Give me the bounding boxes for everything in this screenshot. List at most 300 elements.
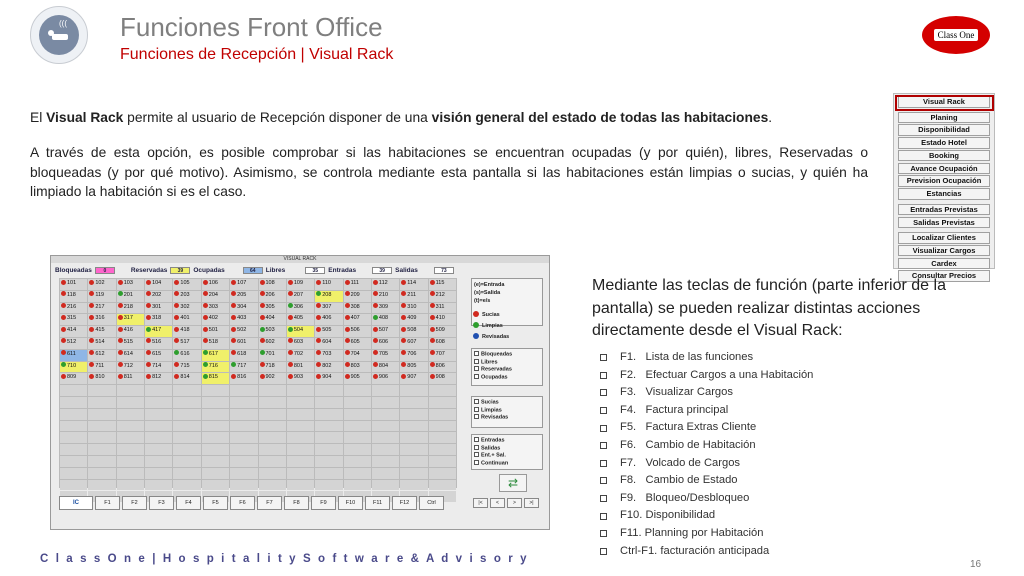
fkey-button[interactable]: F3: [149, 496, 174, 510]
filter-label: Continuan: [481, 460, 509, 466]
menu-item-12[interactable]: Cardex: [898, 258, 990, 270]
room-cell[interactable]: [117, 279, 144, 290]
menu-item-2[interactable]: Disponibilidad: [898, 124, 990, 136]
room-cell[interactable]: [60, 279, 87, 290]
fkey-button[interactable]: F11: [365, 496, 390, 510]
fkey-button[interactable]: F5: [203, 496, 228, 510]
room-cell[interactable]: [117, 338, 144, 349]
page-number: 16: [970, 559, 982, 570]
checkbox-icon[interactable]: [474, 407, 479, 412]
checkbox-icon[interactable]: [474, 437, 479, 442]
room-number: 710: [67, 362, 77, 369]
filter-option[interactable]: [474, 452, 540, 460]
room-cell[interactable]: [287, 303, 314, 314]
empty-cell: [372, 468, 399, 479]
room-number: 212: [435, 291, 445, 298]
room-cell[interactable]: [315, 373, 342, 384]
room-cell[interactable]: [429, 338, 456, 349]
status-dot-icon: [118, 303, 123, 308]
room-cell[interactable]: [372, 338, 399, 349]
status-dot-icon: [231, 315, 236, 320]
room-number: 111: [350, 280, 359, 286]
menu-item-3[interactable]: Estado Hotel: [898, 137, 990, 149]
room-cell[interactable]: [372, 303, 399, 314]
room-cell[interactable]: [88, 350, 115, 361]
status-dot-icon: [203, 374, 208, 379]
room-number: 608: [435, 338, 445, 345]
status-dot-icon: [430, 362, 435, 367]
room-cell[interactable]: [60, 314, 87, 325]
menu-item-11[interactable]: Visualizar Cargos: [898, 245, 990, 257]
room-cell[interactable]: [230, 291, 257, 302]
room-number: 804: [378, 362, 389, 369]
room-cell[interactable]: [230, 314, 257, 325]
menu-item-1[interactable]: Planing: [898, 112, 990, 124]
room-cell[interactable]: [259, 291, 286, 302]
legend-state: [473, 332, 543, 343]
empty-cell: [88, 444, 115, 455]
room-cell[interactable]: [344, 362, 371, 373]
room-cell[interactable]: [429, 279, 456, 290]
room-cell[interactable]: [202, 291, 229, 302]
room-cell[interactable]: [173, 326, 200, 337]
empty-cell: [315, 468, 342, 479]
empty-cell: [400, 432, 427, 443]
room-cell[interactable]: [60, 291, 87, 302]
nav-button[interactable]: |<: [473, 498, 488, 508]
empty-cell: [60, 397, 87, 408]
room-number: 907: [407, 374, 417, 381]
status-dot-icon: [61, 315, 66, 320]
brand-badge-text: Class One: [934, 29, 979, 41]
movement-filter: [471, 434, 543, 470]
room-number: 204: [208, 291, 218, 298]
room-cell[interactable]: [400, 326, 427, 337]
room-cell[interactable]: [344, 303, 371, 314]
room-cell[interactable]: [259, 303, 286, 314]
status-dot-icon: [61, 362, 66, 367]
menu-item-4[interactable]: Booking: [898, 150, 990, 162]
menu-item-6[interactable]: Prevision Ocupación: [898, 175, 990, 187]
empty-cell: [259, 456, 286, 467]
room-cell[interactable]: [400, 338, 427, 349]
room-cell[interactable]: [372, 350, 399, 361]
filter-option[interactable]: [474, 407, 540, 415]
status-dot-icon: [61, 374, 66, 379]
filter-option[interactable]: [474, 374, 540, 382]
room-cell[interactable]: [287, 373, 314, 384]
room-cell[interactable]: [344, 314, 371, 325]
empty-cell: [400, 409, 427, 420]
room-cell[interactable]: [145, 338, 172, 349]
empty-cell: [259, 421, 286, 432]
libres-count: 35: [305, 267, 325, 274]
room-cell[interactable]: [202, 326, 229, 337]
room-cell[interactable]: [145, 303, 172, 314]
status-dot-icon: [345, 280, 350, 285]
empty-cell: [173, 409, 200, 420]
room-cell[interactable]: [173, 350, 200, 361]
status-dot-icon: [288, 374, 293, 379]
room-number: 903: [293, 374, 304, 381]
status-dot-icon: [373, 362, 378, 367]
menu-item-9[interactable]: Salidas Previstas: [898, 217, 990, 229]
empty-cell: [88, 397, 115, 408]
room-cell[interactable]: [230, 373, 257, 384]
empty-cell: [173, 385, 200, 396]
empty-cell: [202, 385, 229, 396]
fkey-button[interactable]: F9: [311, 496, 336, 510]
room-cell[interactable]: [372, 279, 399, 290]
room-cell[interactable]: [344, 373, 371, 384]
side-menu: [893, 93, 995, 281]
room-cell[interactable]: [202, 279, 229, 290]
filter-option[interactable]: [474, 445, 540, 453]
menu-item-13[interactable]: Consultar Precios: [898, 270, 990, 282]
room-cell[interactable]: [88, 373, 115, 384]
empty-cell: [344, 432, 371, 443]
empty-cell: [429, 456, 456, 467]
room-cell[interactable]: [230, 279, 257, 290]
status-dot-icon: [345, 338, 350, 343]
square-bullet-icon: [600, 548, 607, 555]
checkbox-icon[interactable]: [474, 399, 479, 404]
room-cell[interactable]: [230, 326, 257, 337]
empty-cell: [287, 456, 314, 467]
room-cell[interactable]: [173, 373, 200, 384]
checkbox-icon[interactable]: [474, 351, 479, 356]
room-number: 503: [265, 327, 275, 334]
room-cell[interactable]: [372, 291, 399, 302]
function-key-text: F8. Cambio de Estado: [620, 474, 738, 487]
filter-option[interactable]: [474, 366, 540, 374]
room-cell[interactable]: [145, 291, 172, 302]
fkey-button[interactable]: Ctrl: [419, 496, 444, 510]
room-cell[interactable]: [344, 326, 371, 337]
room-cell[interactable]: [88, 291, 115, 302]
room-cell[interactable]: [287, 314, 314, 325]
room-cell[interactable]: [344, 350, 371, 361]
empty-cell: [117, 480, 144, 491]
fkey-button[interactable]: F8: [284, 496, 309, 510]
room-number: 612: [95, 350, 105, 357]
menu-item-7[interactable]: Estancias: [898, 188, 990, 200]
menu-item-10[interactable]: Localizar Clientes: [898, 232, 990, 244]
function-key-item: [600, 490, 813, 508]
room-cell[interactable]: [230, 303, 257, 314]
ocupadas-count: 64: [243, 267, 263, 274]
room-cell[interactable]: [60, 362, 87, 373]
room-number: 811: [123, 374, 133, 381]
room-cell[interactable]: [117, 326, 144, 337]
room-cell[interactable]: [287, 279, 314, 290]
room-cell[interactable]: [429, 373, 456, 384]
room-cell[interactable]: [230, 338, 257, 349]
nav-button[interactable]: <: [490, 498, 505, 508]
room-cell[interactable]: [400, 373, 427, 384]
room-cell[interactable]: [315, 326, 342, 337]
salidas-count: 73: [434, 267, 454, 274]
status-dot-icon: [401, 315, 406, 320]
legend-code: (s)=Salida: [474, 290, 501, 296]
room-cell[interactable]: [287, 291, 314, 302]
room-cell[interactable]: [60, 350, 87, 361]
filter-label: Reservadas: [481, 366, 512, 373]
room-cell[interactable]: [173, 314, 200, 325]
room-number: 704: [350, 350, 360, 357]
room-cell[interactable]: [230, 362, 257, 373]
legend-state-label: Sucias: [482, 312, 500, 318]
room-cell[interactable]: [145, 362, 172, 373]
status-dot-icon: [316, 327, 321, 332]
square-bullet-icon: [600, 354, 607, 361]
room-cell[interactable]: [400, 350, 427, 361]
intro-text: El: [30, 110, 47, 125]
status-dot-icon: [345, 362, 350, 367]
status-dot-icon: [316, 374, 321, 379]
status-dot-icon: [89, 315, 94, 320]
room-cell[interactable]: [60, 373, 87, 384]
status-dot-icon: [401, 291, 406, 296]
room-cell[interactable]: [259, 373, 286, 384]
room-cell[interactable]: [60, 303, 87, 314]
room-cell[interactable]: [315, 291, 342, 302]
room-cell[interactable]: [202, 373, 229, 384]
room-cell[interactable]: [145, 314, 172, 325]
room-cell[interactable]: [259, 338, 286, 349]
fkey-button[interactable]: F10: [338, 496, 363, 510]
status-dot-icon: [231, 303, 236, 308]
room-number: 316: [95, 315, 105, 322]
square-bullet-icon: [600, 495, 607, 502]
room-cell[interactable]: [315, 338, 342, 349]
status-dot-icon: [260, 315, 265, 320]
room-number: 816: [237, 374, 247, 381]
menu-item-0[interactable]: Visual Rack: [898, 96, 990, 108]
empty-cell: [400, 480, 427, 491]
room-number: 310: [407, 303, 417, 310]
room-cell[interactable]: [230, 350, 257, 361]
room-cell[interactable]: [372, 326, 399, 337]
room-number: 516: [152, 338, 162, 345]
room-number: 616: [180, 350, 190, 357]
empty-cell: [202, 432, 229, 443]
room-cell[interactable]: [60, 326, 87, 337]
function-key-text: F11. Planning por Habitación: [620, 526, 764, 539]
room-cell[interactable]: [400, 314, 427, 325]
room-cell[interactable]: [400, 303, 427, 314]
room-cell[interactable]: [173, 338, 200, 349]
status-dot-icon: [174, 291, 179, 296]
filter-option[interactable]: [474, 414, 540, 422]
square-bullet-icon: [600, 389, 607, 396]
room-cell[interactable]: [344, 338, 371, 349]
room-cell[interactable]: [287, 362, 314, 373]
checkbox-icon[interactable]: [474, 374, 479, 379]
room-cell[interactable]: [287, 350, 314, 361]
room-cell[interactable]: [145, 326, 172, 337]
refresh-icon[interactable]: ⇄: [499, 474, 527, 492]
room-number: 218: [123, 303, 133, 310]
room-cell[interactable]: [429, 350, 456, 361]
room-number: 416: [123, 327, 133, 334]
function-key-item: [600, 525, 813, 543]
room-cell[interactable]: [315, 350, 342, 361]
room-cell[interactable]: [88, 303, 115, 314]
room-cell[interactable]: [173, 279, 200, 290]
checkbox-icon[interactable]: [474, 445, 479, 450]
empty-cell: [372, 480, 399, 491]
nav-button[interactable]: >: [507, 498, 522, 508]
room-cell[interactable]: [315, 314, 342, 325]
status-dot-icon: [473, 333, 479, 339]
room-cell[interactable]: [259, 350, 286, 361]
room-number: 405: [293, 315, 304, 322]
nav-button[interactable]: >|: [524, 498, 539, 508]
status-dot-icon: [260, 362, 265, 367]
fkey-button[interactable]: F6: [230, 496, 255, 510]
room-cell[interactable]: [117, 350, 144, 361]
room-cell[interactable]: [429, 303, 456, 314]
room-cell[interactable]: [117, 362, 144, 373]
room-cell[interactable]: [145, 279, 172, 290]
checkbox-icon[interactable]: [474, 460, 479, 465]
empty-cell: [372, 456, 399, 467]
status-dot-icon: [373, 338, 378, 343]
function-key-item: [600, 402, 813, 420]
empty-cell: [88, 456, 115, 467]
status-dot-icon: [288, 303, 293, 308]
room-cell[interactable]: [315, 303, 342, 314]
room-cell[interactable]: [400, 279, 427, 290]
fkey-button[interactable]: F7: [257, 496, 282, 510]
menu-item-8[interactable]: Entradas Previstas: [898, 204, 990, 216]
room-cell[interactable]: [429, 314, 456, 325]
room-cell[interactable]: [88, 279, 115, 290]
status-dot-icon: [430, 338, 435, 343]
empty-cell: [429, 421, 456, 432]
room-number: 216: [67, 303, 77, 310]
room-cell[interactable]: [259, 279, 286, 290]
room-number: 508: [407, 327, 417, 334]
room-cell[interactable]: [372, 373, 399, 384]
room-cell[interactable]: [287, 326, 314, 337]
room-number: 404: [265, 315, 275, 322]
empty-cell: [117, 444, 144, 455]
status-dot-icon: [89, 327, 94, 332]
room-cell[interactable]: [400, 291, 427, 302]
room-cell[interactable]: [117, 373, 144, 384]
status-dot-icon: [203, 338, 208, 343]
room-cell[interactable]: [202, 338, 229, 349]
checkbox-icon[interactable]: [474, 452, 479, 457]
filter-option[interactable]: [474, 460, 540, 468]
empty-cell: [60, 385, 87, 396]
room-cell[interactable]: [202, 350, 229, 361]
empty-cell: [400, 444, 427, 455]
room-cell[interactable]: [145, 373, 172, 384]
filter-option[interactable]: [474, 437, 540, 445]
status-dot-icon: [430, 291, 435, 296]
room-cell[interactable]: [202, 314, 229, 325]
room-cell[interactable]: [88, 314, 115, 325]
intro-bold: visión general del estado de todas las habitaciones: [431, 110, 769, 125]
empty-cell: [400, 421, 427, 432]
status-dot-icon: [89, 362, 94, 367]
status-dot-icon: [89, 338, 94, 343]
status-dot-icon: [61, 280, 66, 285]
room-cell[interactable]: [88, 326, 115, 337]
room-cell[interactable]: [372, 362, 399, 373]
room-number: 414: [67, 327, 77, 334]
room-number: 501: [208, 327, 218, 334]
room-cell[interactable]: [315, 279, 342, 290]
room-cell[interactable]: [173, 291, 200, 302]
room-cell[interactable]: [429, 326, 456, 337]
status-dot-icon: [146, 327, 151, 332]
room-cell[interactable]: [372, 314, 399, 325]
status-dot-icon: [203, 280, 208, 285]
filter-option[interactable]: [474, 351, 540, 359]
empty-cell: [230, 409, 257, 420]
room-cell[interactable]: [400, 362, 427, 373]
room-cell[interactable]: [429, 291, 456, 302]
room-cell[interactable]: [429, 362, 456, 373]
room-number: 505: [322, 327, 332, 334]
record-navigation: [473, 498, 539, 508]
room-cell[interactable]: [173, 362, 200, 373]
checkbox-icon[interactable]: [474, 366, 479, 371]
room-cell[interactable]: [173, 303, 200, 314]
room-number: 317: [123, 315, 133, 322]
filter-option[interactable]: [474, 359, 540, 367]
fkey-button[interactable]: F1: [95, 496, 120, 510]
room-number: 518: [208, 338, 218, 345]
legend-code: (t)=e/s: [474, 298, 491, 304]
room-cell[interactable]: [344, 291, 371, 302]
room-cell[interactable]: [259, 362, 286, 373]
checkbox-icon[interactable]: [474, 414, 479, 419]
status-dot-icon: [146, 374, 151, 379]
room-cell[interactable]: [117, 303, 144, 314]
room-number: 617: [208, 350, 218, 357]
room-cell[interactable]: [88, 362, 115, 373]
room-number: 410: [435, 315, 445, 322]
room-cell[interactable]: [202, 362, 229, 373]
menu-item-5[interactable]: Avance Ocupación: [898, 163, 990, 175]
room-cell[interactable]: [117, 291, 144, 302]
room-cell[interactable]: [202, 303, 229, 314]
empty-cell: [117, 456, 144, 467]
room-cell[interactable]: [287, 338, 314, 349]
fkey-button[interactable]: F4: [176, 496, 201, 510]
room-cell[interactable]: [60, 338, 87, 349]
room-cell[interactable]: [88, 338, 115, 349]
fkey-button[interactable]: F2: [122, 496, 147, 510]
room-cell[interactable]: [117, 314, 144, 325]
room-cell[interactable]: [259, 326, 286, 337]
room-number: 715: [180, 362, 190, 369]
function-key-bar: [59, 496, 459, 510]
fkey-button[interactable]: F12: [392, 496, 417, 510]
room-cell[interactable]: [344, 279, 371, 290]
empty-cell: [315, 397, 342, 408]
filter-option[interactable]: [474, 399, 540, 407]
room-cell[interactable]: [315, 362, 342, 373]
checkbox-icon[interactable]: [474, 359, 479, 364]
room-cell[interactable]: [259, 314, 286, 325]
room-cell[interactable]: [145, 350, 172, 361]
